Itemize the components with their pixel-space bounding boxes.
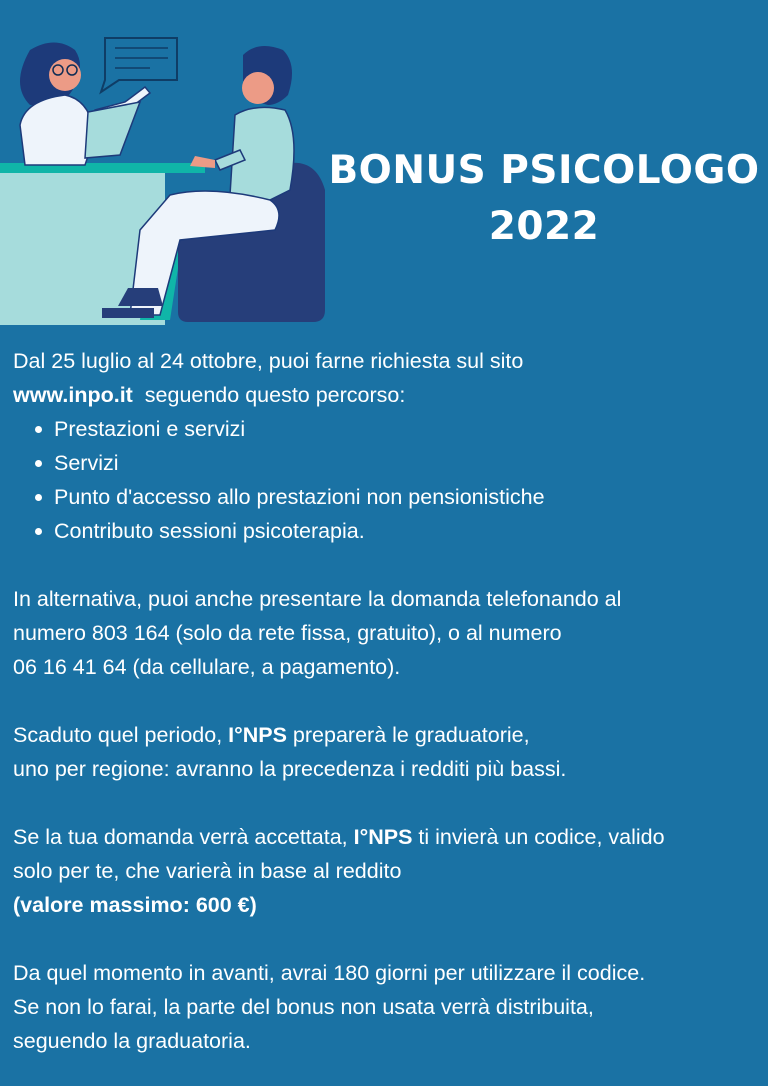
ranking-line-1 (13, 718, 758, 752)
page-title (320, 143, 768, 255)
intro-line-1: Dal 25 luglio al 24 ottobre, puoi farne richiesta sul sito (13, 349, 524, 373)
code-post: ti invierà un codice, valido (412, 825, 665, 849)
code-line-1 (13, 820, 758, 854)
usage-line-2: Se non lo farai, la parte del bonus non usata verrà distribuita, (13, 995, 594, 1019)
max-value-text: (valore massimo: 600 €) (13, 893, 257, 917)
list-item: Punto d'accesso allo prestazioni non pensionistiche (35, 480, 758, 514)
ranking-line-2: uno per regione: avranno la precedenza i redditi più bassi. (13, 757, 567, 781)
steps-list (13, 412, 758, 548)
list-item: Contributo sessioni psicoterapia. (35, 514, 758, 548)
intro-path-text: seguendo questo percorso: (132, 383, 406, 407)
usage-line-1: Da quel momento in avanti, avrai 180 giorni per utilizzare il codice. (13, 961, 646, 985)
usage-line-3: seguendo la graduatoria. (13, 1029, 251, 1053)
alternative-line-3: 06 16 41 64 (da cellulare, a pagamento). (13, 655, 401, 679)
code-org: I°NPS (353, 825, 413, 849)
ranking-pre: Scaduto quel periodo, (13, 723, 229, 747)
code-line-2: solo per te, che varierà in base al reddito (13, 859, 402, 883)
main-content (13, 344, 758, 1058)
title-line-2: 2022 (488, 204, 600, 249)
alternative-line-2: numero 803 164 (solo da rete fissa, gratuito), o al numero (13, 621, 562, 645)
code-max-value (13, 888, 758, 922)
website-link[interactable]: www.inpo.it (13, 383, 133, 407)
code-pre: Se la tua domanda verrà accettata, (13, 825, 354, 849)
ranking-org: I°NPS (228, 723, 287, 747)
list-item: Prestazioni e servizi (35, 412, 758, 446)
ranking-post: preparerà le graduatorie, (286, 723, 530, 747)
title-line-1: BONUS PSICOLOGO (328, 148, 760, 193)
intro-line-2 (13, 378, 758, 412)
alternative-line-1: In alternativa, puoi anche presentare la domanda telefonando al (13, 587, 622, 611)
psychologist-session-illustration-icon (0, 30, 340, 330)
list-item: Servizi (35, 446, 758, 480)
